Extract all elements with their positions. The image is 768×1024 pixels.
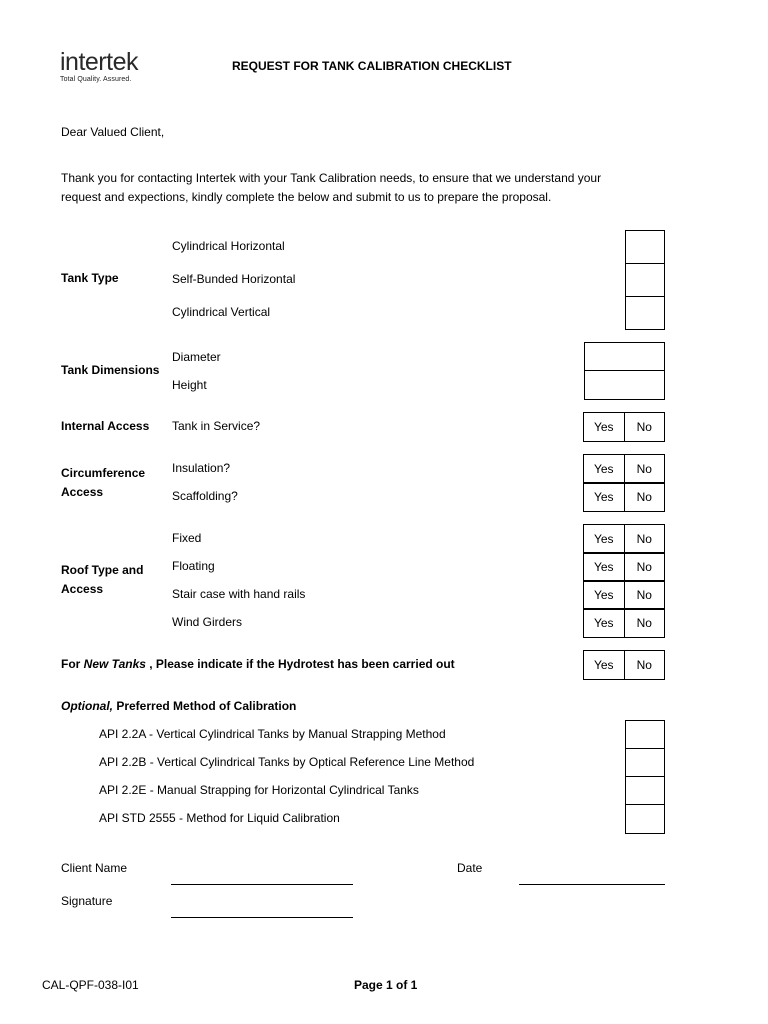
tank-dimensions-label: Tank Dimensions bbox=[61, 363, 160, 377]
yes-option[interactable]: Yes bbox=[593, 532, 614, 546]
no-option[interactable]: No bbox=[624, 651, 665, 679]
yes-option[interactable]: Yes bbox=[593, 588, 614, 602]
hydrotest-yes-no bbox=[583, 650, 665, 680]
calibration-method: API 2.2E - Manual Strapping for Horizontal Cylindrical Tanks bbox=[99, 783, 419, 797]
scaffolding-label: Scaffolding? bbox=[172, 489, 238, 503]
tank-type-checkbox[interactable] bbox=[625, 263, 665, 297]
hydrotest-new-tanks: New Tanks bbox=[83, 657, 146, 671]
calibration-method-checkbox[interactable] bbox=[625, 748, 665, 778]
roof-floating-label: Floating bbox=[172, 559, 215, 573]
yes-option[interactable]: Yes bbox=[593, 490, 614, 504]
roof-fixed-yes-no bbox=[583, 524, 665, 554]
yes-option[interactable]: Yes bbox=[593, 420, 614, 434]
greeting: Dear Valued Client, bbox=[61, 125, 165, 139]
calibration-method-checkbox[interactable] bbox=[625, 720, 665, 750]
hydrotest-prefix: For bbox=[61, 657, 84, 671]
calibration-heading bbox=[61, 699, 296, 713]
calibration-method-checkbox[interactable] bbox=[625, 776, 665, 806]
height-field[interactable] bbox=[584, 370, 665, 400]
client-name-field[interactable] bbox=[171, 884, 353, 885]
hydrotest-suffix: , Please indicate if the Hydrotest has been carried out bbox=[145, 657, 455, 671]
page-number: Page 1 of 1 bbox=[354, 978, 418, 992]
tank-type-option: Cylindrical Horizontal bbox=[172, 239, 285, 253]
no-option[interactable]: No bbox=[624, 413, 665, 441]
page-title: REQUEST FOR TANK CALIBRATION CHECKLIST bbox=[232, 59, 512, 73]
roof-floating-yes-no bbox=[583, 552, 665, 582]
date-field[interactable] bbox=[519, 884, 665, 885]
yes-option[interactable]: Yes bbox=[593, 616, 614, 630]
roof-type-label-1: Roof Type and bbox=[61, 563, 144, 577]
calibration-method-checkbox[interactable] bbox=[625, 804, 665, 834]
tank-in-service-yes-no bbox=[583, 412, 665, 442]
no-option[interactable]: No bbox=[624, 525, 665, 553]
circumference-access-label-2: Access bbox=[61, 485, 104, 499]
roof-fixed-label: Fixed bbox=[172, 531, 202, 545]
diameter-label: Diameter bbox=[172, 350, 221, 364]
calibration-method: API 2.2A - Vertical Cylindrical Tanks by Manual Strapping Method bbox=[99, 727, 446, 741]
wind-girders-label: Wind Girders bbox=[172, 615, 243, 629]
client-name-label: Client Name bbox=[61, 861, 128, 875]
no-option[interactable]: No bbox=[624, 455, 665, 483]
no-option[interactable]: No bbox=[624, 581, 665, 609]
circumference-access-label-1: Circumference bbox=[61, 466, 146, 480]
signature-field[interactable] bbox=[171, 917, 353, 918]
wind-girders-yes-no bbox=[583, 608, 665, 638]
insulation-yes-no bbox=[583, 454, 665, 484]
tank-in-service-label: Tank in Service? bbox=[172, 419, 261, 433]
diameter-field[interactable] bbox=[584, 342, 665, 372]
logo-tagline: Total Quality. Assured. bbox=[60, 76, 132, 83]
staircase-yes-no bbox=[583, 580, 665, 610]
no-option[interactable]: No bbox=[624, 483, 665, 511]
calibration-method: API 2.2B - Vertical Cylindrical Tanks by Optical Reference Line Method bbox=[99, 755, 475, 769]
hydrotest-question bbox=[61, 657, 455, 671]
insulation-label: Insulation? bbox=[172, 461, 231, 475]
intertek-logo bbox=[60, 50, 138, 83]
tank-type-checkbox[interactable] bbox=[625, 230, 665, 264]
calibration-method: API STD 2555 - Method for Liquid Calibration bbox=[99, 811, 340, 825]
no-option[interactable]: No bbox=[624, 609, 665, 637]
yes-option[interactable]: Yes bbox=[593, 462, 614, 476]
scaffolding-yes-no bbox=[583, 482, 665, 512]
intro-line-1: Thank you for contacting Intertek with your Tank Calibration needs, to ensure that we understand your bbox=[61, 171, 602, 185]
no-option[interactable]: No bbox=[624, 553, 665, 581]
tank-type-option: Cylindrical Vertical bbox=[172, 305, 271, 319]
yes-option[interactable]: Yes bbox=[593, 560, 614, 574]
calibration-heading-text: Preferred Method of Calibration bbox=[113, 699, 297, 713]
tank-type-option: Self-Bunded Horizontal bbox=[172, 272, 296, 286]
optional-label: Optional, bbox=[61, 699, 113, 713]
intro-line-2: request and expections, kindly complete the below and submit to us to prepare the proposal. bbox=[61, 190, 552, 204]
document-code: CAL-QPF-038-I01 bbox=[42, 978, 139, 992]
date-label: Date bbox=[457, 861, 483, 875]
tank-type-checkbox[interactable] bbox=[625, 296, 665, 330]
yes-option[interactable]: Yes bbox=[593, 658, 614, 672]
tank-type-label: Tank Type bbox=[61, 271, 119, 285]
roof-type-label-2: Access bbox=[61, 582, 104, 596]
height-label: Height bbox=[172, 378, 207, 392]
signature-label: Signature bbox=[61, 894, 113, 908]
internal-access-label: Internal Access bbox=[61, 419, 150, 433]
staircase-label: Stair case with hand rails bbox=[172, 587, 306, 601]
logo-wordmark: intertek bbox=[60, 48, 138, 76]
